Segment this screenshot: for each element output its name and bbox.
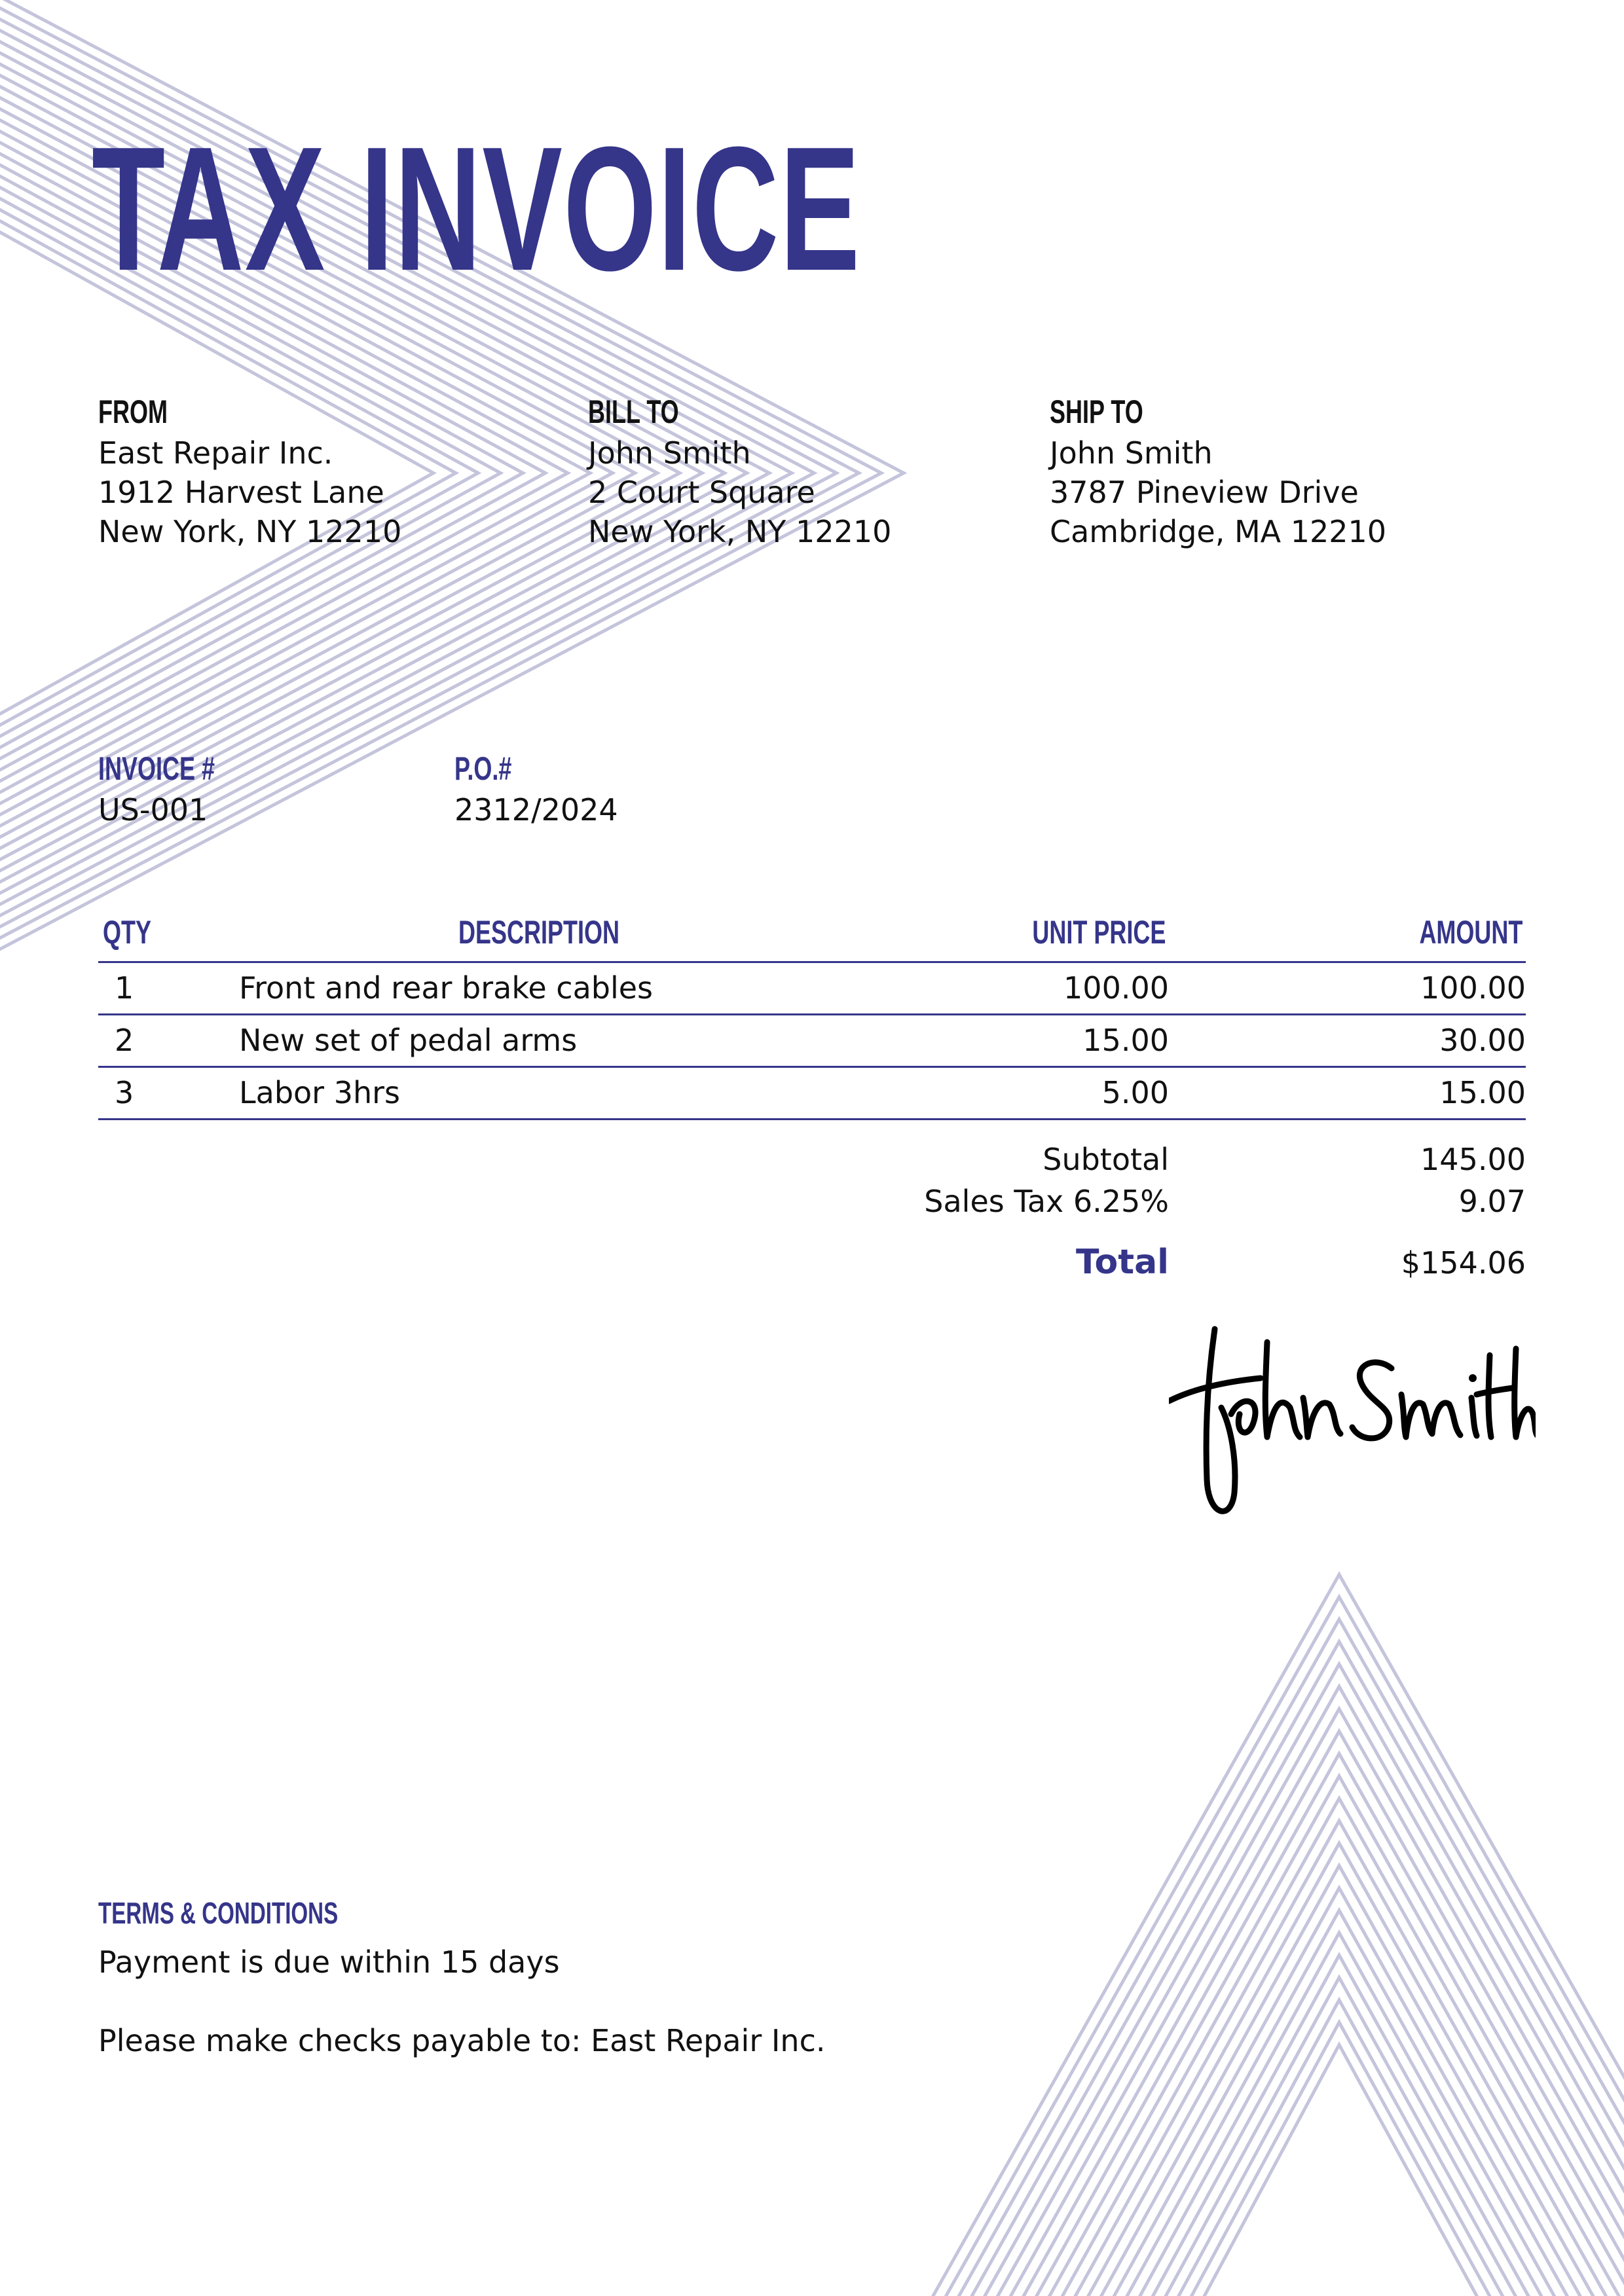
from-block — [98, 393, 401, 551]
row-description: Front and rear brake cables — [239, 970, 654, 1006]
row-description: New set of pedal arms — [239, 1023, 578, 1058]
subtotal-value: 145.00 — [1420, 1142, 1526, 1177]
total-label: Total — [1075, 1243, 1169, 1282]
ship-to-line: John Smith — [1050, 435, 1213, 471]
invoice-number-value: US-001 — [98, 792, 208, 828]
po-number-value: 2312/2024 — [454, 792, 618, 828]
row-amount: 15.00 — [1439, 1075, 1526, 1110]
bill-to-line: New York, NY 12210 — [588, 514, 892, 549]
row-description: Labor 3hrs — [239, 1075, 400, 1110]
terms-line: Please make checks payable to: East Repair Inc. — [98, 2023, 826, 2058]
row-unit-price: 5.00 — [1101, 1075, 1169, 1110]
amount-header: AMOUNT — [1419, 914, 1522, 951]
row-divider — [98, 1066, 1526, 1068]
po-number-block — [454, 750, 618, 829]
page-title: TAX INVOICE — [92, 111, 861, 308]
signature-image — [1169, 1316, 1536, 1539]
row-amount: 30.00 — [1439, 1023, 1526, 1058]
bill-to-block — [588, 393, 891, 551]
from-line: East Repair Inc. — [98, 435, 333, 471]
row-qty: 1 — [115, 970, 134, 1006]
ship-to-line: 3787 Pineview Drive — [1050, 475, 1359, 510]
invoice-number-block — [98, 750, 260, 829]
ship-to-line: Cambridge, MA 12210 — [1050, 514, 1387, 549]
bill-to-line: John Smith — [588, 435, 751, 471]
row-qty: 3 — [115, 1075, 134, 1110]
total-value: $154.06 — [1401, 1245, 1526, 1281]
bottom-right-triangle-pattern — [913, 1575, 1624, 2296]
qty-header: QTY — [103, 914, 152, 951]
row-unit-price: 100.00 — [1063, 970, 1169, 1006]
bill-to-heading: BILL TO — [588, 393, 679, 430]
description-header: DESCRIPTION — [458, 914, 620, 951]
sales-tax-value: 9.07 — [1458, 1184, 1526, 1219]
ship-to-heading: SHIP TO — [1050, 393, 1143, 430]
invoice-number-label: INVOICE # — [98, 750, 215, 787]
po-number-label: P.O.# — [454, 750, 512, 787]
row-divider — [98, 1013, 1526, 1015]
row-qty: 2 — [115, 1023, 134, 1058]
sales-tax-label: Sales Tax 6.25% — [924, 1184, 1169, 1219]
terms-line: Payment is due within 15 days — [98, 1944, 560, 1980]
row-unit-price: 15.00 — [1082, 1023, 1169, 1058]
ship-to-block — [1050, 393, 1386, 551]
table-bottom-rule — [98, 1118, 1526, 1120]
from-heading: FROM — [98, 393, 168, 430]
unit-price-header: UNIT PRICE — [1031, 914, 1166, 951]
subtotal-label: Subtotal — [1043, 1142, 1169, 1177]
table-header-rule — [98, 961, 1526, 963]
terms-block — [98, 1895, 826, 2060]
bill-to-line: 2 Court Square — [588, 475, 815, 510]
row-amount: 100.00 — [1420, 970, 1526, 1006]
from-line: 1912 Harvest Lane — [98, 475, 384, 510]
terms-heading: TERMS & CONDITIONS — [98, 1896, 339, 1930]
from-line: New York, NY 12210 — [98, 514, 402, 549]
